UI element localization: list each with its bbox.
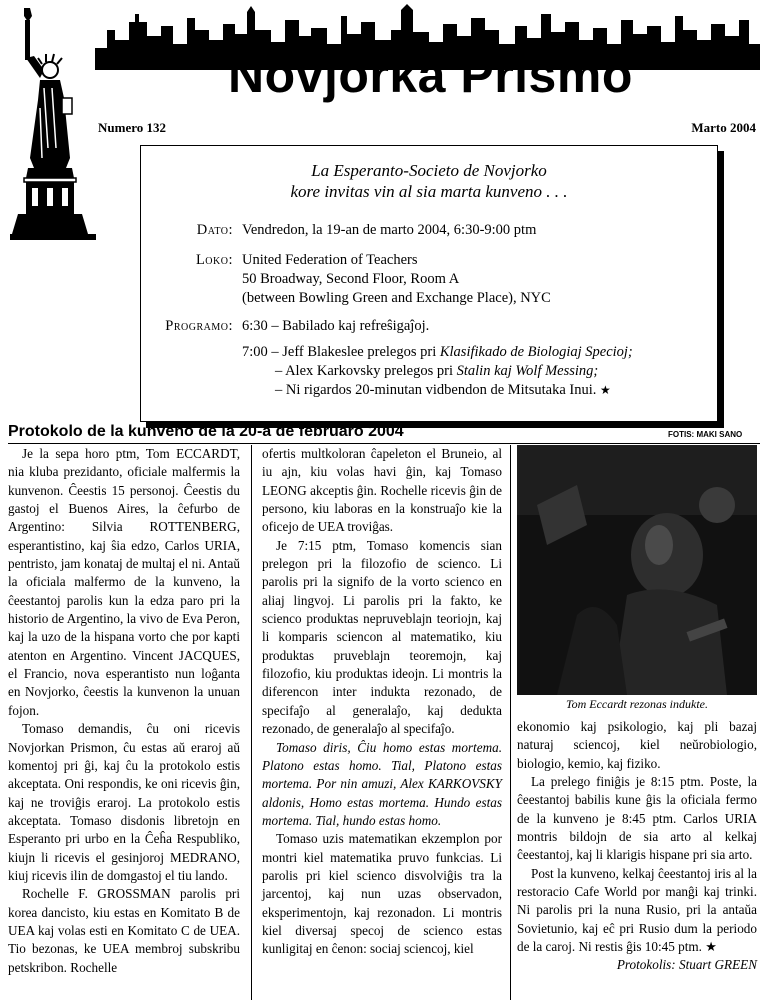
program-item-1: Jeff Blakeslee prelegos pri	[282, 344, 440, 360]
headline-rule	[8, 443, 760, 444]
paragraph: Post la kunveno, kelkaj ĉeestantoj iris al la restoracio Cafe World por manĝi kaj trinki. Ni parolis pri la nuna Rusio, pri la antaŭa Sovietunio, kaj eĉ pri Rusio dum la periodo de la caroj. Ni restis ĝis 10:45 ptm. ★	[517, 865, 757, 955]
paragraph: Je 7:15 ptm, Tomaso komencis sian prelegon pri la filozofio de scienco. Li parolis pri la signifo de la vorto scienco en aliaj lingvoj. Li parolis pri la fakto, ke scienco produktas nepruveblajn teoriojn, kaj li komparis sciencon al matematiko, kiu produktas pruveblajn teoremojn, kaj filozofio, kiu produktas ideojn. Li montris la diferencon inter indukta rezonado, de specifaĵo al generalaĵo, kaj dedukta rezonado, de generalaĵo al specifaĵo.	[262, 537, 502, 737]
paragraph: ofertis multkoloran ĉapeleton el Bruneio, al iu ajn, kiu volas havi ĝin, kaj Tomaso LEONG akceptis ĝin. Rochelle ricevis ĝin de persono, kiu laboras en la konstruaĵo kie la oficejo de UEA troviĝas.	[262, 446, 502, 535]
article-column-2	[262, 445, 502, 959]
photo-image	[517, 445, 757, 695]
program-line-3	[275, 362, 598, 381]
column-divider-2	[510, 445, 511, 1000]
location-line-1: United Federation of Teachers	[242, 252, 418, 268]
location-line-3: (between Bowling Green and Exchange Place), NYC	[242, 290, 551, 306]
paragraph: La prelego finiĝis je 8:15 ptm. Poste, la ĉeestantoj babilis kune ĝis la oficiala fermo de la kunveno je 8:45 ptm. Carlos URIA montris bildojn de sia arto al kelkaj ĉeestantoj, kaj li klarigis hispane pri sia arto.	[517, 774, 757, 863]
photo-credit: FOTIS: MAKI SANO	[668, 430, 743, 439]
issue-number: Numero 132	[98, 120, 167, 135]
article-column-3	[517, 718, 757, 975]
program-item-1-title: Klasifikado de Biologiaj Specioj;	[439, 344, 633, 360]
program-label: Programo:	[165, 318, 233, 334]
date-value: Vendredon, la 19-an de marto 2004, 6:30-9:00 ptm	[242, 222, 537, 238]
program-item-2: – Alex Karkovsky prelegos pri	[275, 363, 457, 379]
paragraph: Tomaso diris, Ĉiu homo estas mortema. Platono estas homo. Tial, Platono estas mortema. Por nin amuzi, Alex KARKOVSKY aldonis, Homo estas mortema. Hundo estas mortema. Tial, hundo estas homo.	[262, 739, 502, 828]
invitation-line-2: kore invitas vin al sia marta kunveno . . .	[290, 182, 568, 201]
invitation-text	[141, 160, 717, 202]
column-divider-1	[251, 445, 252, 1000]
location-label: Loko:	[195, 252, 233, 268]
meeting-notice-box	[140, 145, 718, 422]
issue-date: Marto 2004	[691, 120, 756, 135]
program-time: 7:00 –	[242, 344, 279, 360]
meeting-photo	[517, 445, 757, 695]
paragraph: Tomaso demandis, ĉu oni ricevis Novjorkan Prismon, ĉu estas aŭ eraroj aŭ komentoj pri ĝi, kaj ĉu la protokolo estis akceptata. Oni respondis, ke oni ricevis ĝin, kaj ne troviĝis eraroj. La protokolo estis akceptata. Tomaso disdonis libretojn en Esperanto pri urbo en la Ĉeĥa Respubliko, kiujn li ricevis el gesinjoroj MEDRANO, kiuj ricevis ilin de domgastoj el tiu lando.	[8, 721, 240, 883]
program-line-2	[242, 343, 633, 362]
newsletter-title: Novjorka Prismo	[228, 47, 633, 103]
paragraph: ekonomio kaj psikologio, kaj pli bazaj naturaj sciencoj, kiel neŭrobiologio, biologio, kemio, kaj fiziko.	[517, 719, 757, 771]
date-label: Dato:	[196, 222, 233, 238]
invitation-line-1: La Esperanto-Societo de Novjorko	[311, 161, 547, 180]
program-line-4	[275, 381, 611, 400]
paragraph: Rochelle F. GROSSMAN parolis pri korea dancisto, kiu estas en Komitato B de UEA kaj volas esti en Komitato C de UEA. Tio bezonas, ke UEA membroj subskribu petskribon. Rochelle	[8, 886, 240, 975]
location-line-2: 50 Broadway, Second Floor, Room A	[242, 271, 460, 287]
statue-of-liberty-illustration	[10, 8, 96, 240]
article-column-1	[8, 445, 240, 977]
program-item-2-title: Stalin kaj Wolf Messing;	[456, 363, 599, 379]
article-headline: Protokolo de la kunveno de la 20-a de februaro 2004	[8, 423, 404, 440]
program-line-1: 6:30 – Babilado kaj refreŝigaĵoj.	[242, 318, 430, 334]
paragraph: Je la sepa horo ptm, Tom ECCARDT, nia kluba prezidanto, oficiale malfermis la kunvenon. Ĉeestis 15 personoj. Ĉeestis du gastoj el Buenos Aires, la ĉefurbo de Argentino: Silvia ROTTENBERG, esperantistino, kaj ŝia edzo, Carlos URIA, pentristo, jam konataj de multaj el ni. Antaŭ la oficiala malfermo de la kunveno, la ĉeestantoj parolis kun la edza paro pri la historio de Argentino, la vivo de Eva Peron, kaj la uzo de la hispana vorto che por kapti atenton en Argentino. Vincent JACQUES, el Francio, nova esperantisto nun loĝanta en Novjorko, ĉeestis la kunvenon la unuan fojon.	[8, 446, 240, 718]
end-star-icon: ★	[600, 383, 611, 397]
program-item-3: – Ni rigardos 20-minutan vidbendon de Mitsutaka Inui.	[275, 382, 597, 398]
photo-caption: Tom Eccardt rezonas indukte.	[566, 697, 708, 711]
paragraph: Tomaso uzis matematikan ekzemplon por montri kiel matematika pruvo funkcias. Li parolis pri kiel scienco disvolviĝis tra la jarcentoj, kaj nun uzas observadon, eksperimentojn, kaj rezonadon. Li montris kiel diversaj specoj de scienco estas kunligitaj en ĉenon: sociaj sciencoj, kiel	[262, 831, 502, 957]
minutes-author: Protokolis: Stuart GREEN	[616, 957, 757, 973]
